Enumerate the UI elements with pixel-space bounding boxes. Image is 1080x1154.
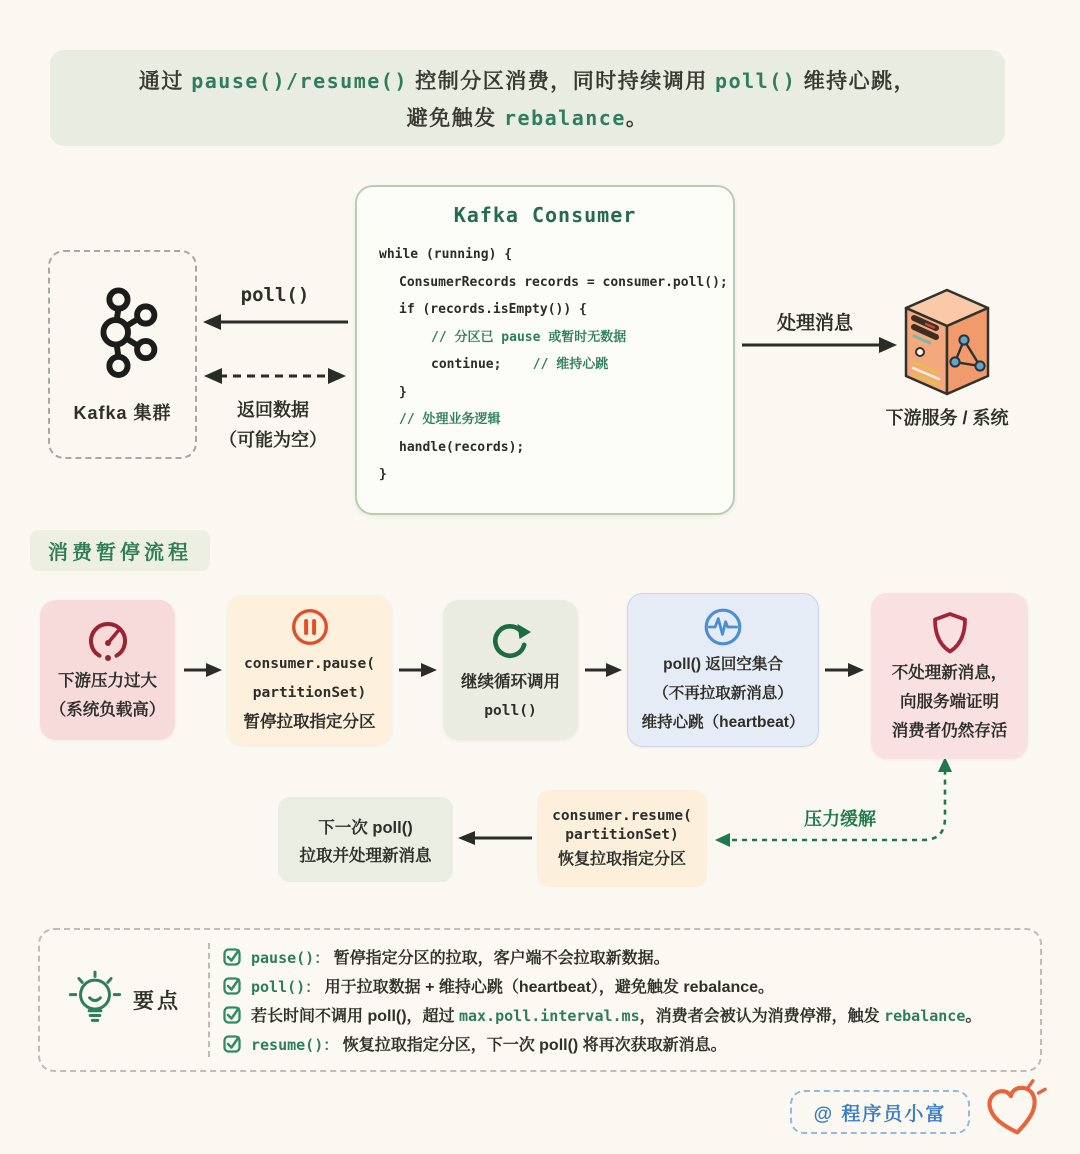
code-text: ConsumerRecords records = consumer.poll(); [399, 274, 728, 290]
downstream-server-icon [900, 286, 995, 398]
step-text: （系统负载高） [49, 701, 166, 719]
shield-icon [926, 609, 974, 657]
flow-title-badge: 消费暂停流程 [30, 530, 210, 571]
resume-text: 恢复拉取指定分区 [557, 851, 686, 868]
step-text: 继续循环调用 [461, 673, 560, 691]
return-data-label: 返回数据 [237, 400, 309, 420]
banner-text: 通过 [138, 69, 192, 93]
key-points-list [210, 945, 1040, 1055]
code-text: } [379, 467, 387, 482]
key-point-item [223, 945, 1040, 968]
step-text: 维持心跳（heartbeat） [641, 713, 805, 731]
next-poll-text: 下一次 poll() [318, 818, 413, 837]
step-text: consumer.pause( [244, 655, 375, 672]
checkbox-check-icon [223, 1005, 242, 1024]
step-text: 向服务端证明 [900, 692, 999, 711]
code-text: handle(records); [399, 439, 525, 455]
key-point-text: 用于拉取数据 + 维持心跳（heartbeat），避免触发 rebalance。 [320, 979, 775, 996]
flow-step-downstream-pressure [40, 600, 175, 740]
checkbox-check-icon [223, 976, 242, 995]
step-text: poll() 返回空集合 [663, 655, 783, 673]
code-comment: // 分区已 pause 或暂时无数据 [431, 329, 627, 345]
key-point-code: max.poll.interval.ms [459, 1007, 640, 1025]
flow-step-poll-empty [627, 593, 819, 747]
code-text: if (records.isEmpty()) { [399, 302, 587, 317]
banner-code-pause-resume: pause()/resume() [191, 68, 408, 93]
heartbeat-icon [701, 605, 745, 649]
step-text: 暂停拉取指定分区 [243, 712, 376, 731]
code-line [379, 241, 733, 269]
code-line [379, 351, 733, 379]
key-point-item [223, 1003, 1040, 1026]
code-line [379, 269, 733, 297]
key-point-text: 恢复拉取指定分区，下一次 poll() 将再次获取新消息。 [338, 1037, 727, 1054]
banner-line-1 [50, 65, 1005, 95]
banner-text: 维持心跳， [796, 69, 917, 93]
downstream-label: 下游服务 / 系统 [885, 408, 1009, 428]
kafka-consumer-code-box [355, 185, 735, 515]
key-point-text: 暂停指定分区的拉取，客户端不会拉取新数据。 [329, 950, 670, 967]
step-text: poll() [484, 703, 537, 719]
next-poll-box [278, 797, 453, 882]
banner-code-rebalance: rebalance [503, 105, 626, 130]
lightbulb-icon [67, 970, 123, 1030]
kafka-cluster-label: Kafka 集群 [73, 402, 172, 423]
banner-line-2 [50, 102, 1005, 132]
consumer-resume-box [537, 790, 707, 887]
flow-step-prove-alive [871, 593, 1028, 759]
key-point-item [223, 974, 1040, 997]
key-point-item [223, 1032, 1040, 1055]
kafka-logo-icon [82, 285, 164, 385]
process-message-label: 处理消息 [776, 313, 853, 334]
next-poll-text: 拉取并处理新消息 [299, 846, 432, 865]
banner-text: 。 [625, 106, 649, 130]
code-line [379, 406, 733, 434]
code-line [379, 379, 733, 407]
key-point-code: resume()： [251, 1036, 339, 1054]
pause-icon [289, 606, 331, 648]
code-text: while (running) { [379, 247, 513, 262]
key-point-text: 若长时间不调用 poll()，超过 [251, 1008, 459, 1025]
code-line [379, 324, 733, 352]
code-block [379, 241, 733, 489]
resume-text: partitionSet) [565, 827, 679, 843]
maybe-empty-label: （可能为空） [219, 430, 327, 450]
code-comment: // 处理业务逻辑 [399, 412, 501, 427]
banner [50, 50, 1005, 146]
checkbox-check-icon [223, 947, 242, 966]
key-point-text: 。 [965, 1008, 982, 1025]
code-comment: // 维持心跳 [501, 357, 609, 372]
code-line [379, 434, 733, 462]
flow-step-consumer-pause [227, 595, 392, 745]
key-points-panel [38, 928, 1042, 1072]
gauge-icon [84, 617, 132, 665]
step-text: 不处理新消息， [891, 663, 1008, 682]
key-point-code: rebalance [884, 1007, 966, 1025]
consumer-box-title: Kafka Consumer [453, 203, 637, 227]
poll-arrow-label: poll() [240, 284, 310, 306]
key-point-text: ，消费者会被认为消费停滞，触发 [639, 1008, 885, 1025]
key-points-header [40, 970, 208, 1030]
code-line [379, 461, 733, 489]
banner-text: 控制分区消费，同时持续调用 [407, 69, 716, 93]
banner-code-poll: poll() [715, 68, 797, 93]
code-text: continue; [431, 357, 502, 372]
flow-step-keep-polling [443, 600, 578, 740]
heart-doodle-icon [980, 1078, 1048, 1144]
code-text: } [399, 384, 407, 400]
step-text: （不再拉取新消息） [653, 684, 793, 702]
key-point-code: poll()： [251, 978, 321, 996]
code-line [379, 296, 733, 324]
step-text: 下游压力过大 [58, 672, 157, 690]
resume-text: consumer.resume( [552, 808, 692, 824]
refresh-icon [486, 616, 536, 666]
key-points-title: 要点 [133, 990, 181, 1013]
banner-text: 避免触发 [406, 106, 504, 130]
kafka-cluster-box [48, 250, 197, 459]
key-point-code: pause()： [251, 949, 330, 967]
author-badge: @ 程序员小富 [790, 1090, 970, 1134]
pressure-relief-label: 压力缓解 [804, 809, 876, 829]
step-text: partitionSet) [252, 684, 367, 701]
checkbox-check-icon [223, 1034, 242, 1053]
step-text: 消费者仍然存活 [891, 721, 1008, 740]
